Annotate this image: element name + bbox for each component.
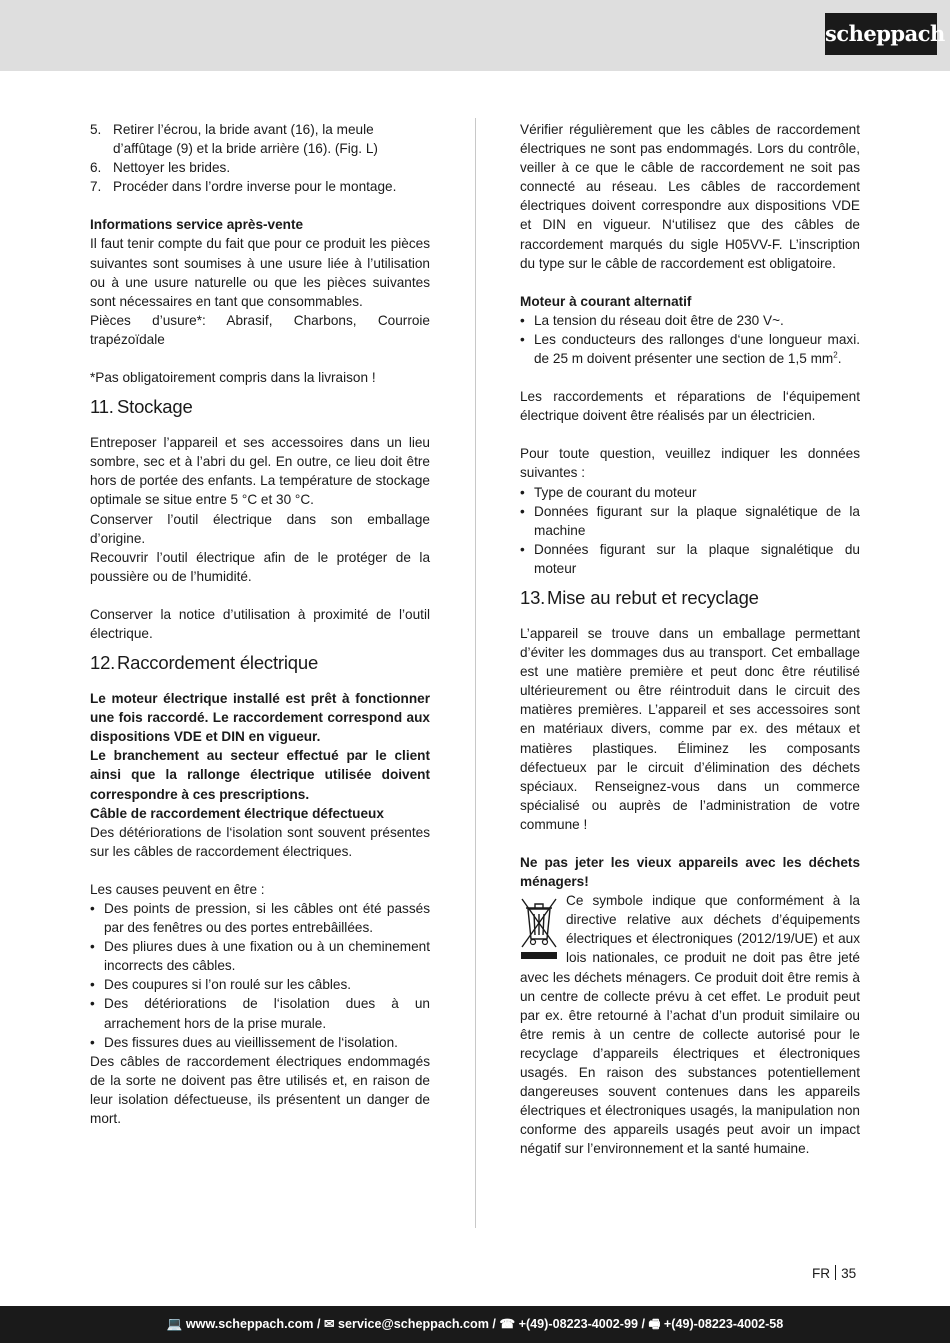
list-item: • Des fissures dues au vieillissement de l‘isolation.	[90, 1033, 430, 1052]
email-link[interactable]: service@scheppach.com	[338, 1317, 489, 1331]
service-title: Informations service après-vente	[90, 217, 304, 233]
ac-motor-list	[520, 311, 860, 368]
page-number: FR 35	[812, 1266, 857, 1281]
question-intro: Pour toute question, veuillez indiquer les données suivantes :	[520, 446, 860, 481]
list-item: • Données figurant sur la plaque signalétique du moteur	[520, 540, 860, 578]
cable-title: Câble de raccordement électrique défectueux	[90, 805, 384, 821]
list-item: • Les conducteurs des rallonges d‘une longueur maxi. de 25 m doivent présenter une section de 1,5 $mm^2$.	[520, 330, 860, 368]
footer-bar: 💻 www.scheppach.com / ✉ service@scheppach.com / ☎ +(49)-08223-4002-99 / 🖷 +(49)-08223-4002-58	[0, 1306, 950, 1343]
footnote: *Pas obligatoirement compris dans la livraison !	[90, 370, 376, 386]
danger-text: Des câbles de raccordement électriques endommagés de la sorte ne doivent pas être utilisés et, en raison de leur isolation défectueuse, ils présentent un danger de mort.	[90, 1053, 430, 1127]
computer-icon: 💻	[166, 1317, 186, 1331]
question-list	[520, 483, 860, 578]
causes-intro: Les causes peuvent en être :	[90, 881, 265, 897]
electrician-text: Les raccordements et réparations de l‘équipement électrique doivent être réalisés par un électricien.	[520, 389, 860, 424]
storage-manual: Conserver la notice d’utilisation à proximité de l’outil électrique.	[90, 606, 430, 641]
list-item: • Des pliures dues à une fixation ou à un cheminement incorrects des câbles.	[90, 937, 430, 975]
causes-list	[90, 899, 430, 1052]
left-column	[90, 120, 430, 1128]
fax-number: +(49)-08223-4002-58	[663, 1317, 784, 1331]
list-item: • Données figurant sur la plaque signalétique de la machine	[520, 502, 860, 540]
storage-cover: Recouvrir l’outil électrique afin de le protéger de la poussière ou de l’humidité.	[90, 549, 430, 584]
phone-number: +(49)-08223-4002-99	[518, 1317, 639, 1331]
section-heading-disposal: 13. Mise au rebut et recyclage	[520, 586, 759, 608]
storage-pack: Conserver l’outil électrique dans son emballage d’origine.	[90, 511, 430, 546]
storage-text: Entreposer l’appareil et ses accessoires dans un lieu sombre, sec et à l’abri du gel. En outre, ce lieu doit être hors de portée des enfants. La température de stockage optimale se situe entre 5 °C et 30 °C.	[90, 435, 430, 508]
list-item: • Des coupures si l’on roulé sur les câbles.	[90, 975, 430, 994]
electrical-bold-2: Le branchement au secteur effectué par le client ainsi que la rallonge électrique utilisée doivent correspondre à ces prescriptions.	[90, 748, 430, 802]
weee-title: Ne pas jeter les vieux appareils avec les déchets ménagers!	[520, 855, 860, 890]
list-item: 7. Procéder dans l’ordre inverse pour le montage.	[90, 179, 397, 195]
right-column	[520, 120, 860, 1159]
column-divider	[475, 118, 476, 1228]
email-icon: ✉	[323, 1317, 339, 1331]
weee-block	[520, 891, 860, 1158]
list-item: 5. Retirer l’écrou, la bride avant (16), la meule d’affûtage (9) et la bride arrière (16). (Fig. L)	[90, 122, 378, 157]
disposal-text: L’appareil se trouve dans un emballage permettant d’éviter les dommages dus au transport. Cet emballage est une matière première et peut donc être réutilisé ultérieurement ou être réintroduit dans le circuit des matières premières. L’appareil et ses accessoires sont en matériaux divers, comme par ex. des métaux et matières plastiques. Éliminez les composants défectueux par le circuit d’élimination des déchets spéciaux. Renseignez-vous dans un commerce spécialisé ou auprès de l’administration de votre commune !	[520, 625, 860, 832]
check-text: Vérifier régulièrement que les câbles de raccordement électriques ne sont pas endommagés. Lors du contrôle, veiller à ce que le câble de raccordement ne soit pas connecté au réseau. Les câbles de raccordement électriques doivent correspondre aux dispositions VDE et DIN en vigueur. N‘utilisez que des câbles de raccordement marqués du sigle H05VV-F. L’inscription du type sur le câble de raccordement est obligatoire.	[520, 122, 860, 271]
scheppach-logo: scheppach	[825, 13, 937, 55]
website-link[interactable]: www.scheppach.com	[185, 1317, 314, 1331]
list-item: • Des points de pression, si les câbles ont été passés par des fenêtres ou des portes entrebâillées.	[90, 899, 430, 937]
fax-icon: 🖷	[648, 1317, 664, 1331]
crossed-bin-icon	[520, 895, 558, 961]
list-item: • La tension du réseau doit être de 230 V~.	[520, 311, 860, 330]
list-item: 6. Nettoyer les brides.	[90, 160, 231, 176]
list-item: • Type de courant du moteur	[520, 483, 860, 502]
weee-text: Ce symbole indique que conformément à la directive relative aux déchets d’équipements électriques et électroniques (2012/19/UE) et aux lois nationales, ce produit ne doit pas être jeté avec les déchets ménagers. Ce produit doit être remis à un centre de collecte prévu à cet effet. Le produit peut par ex. être retourné à l’achat d’un produit similaire ou être remis à un centre de collecte autorisé pour le recyclage d’appareils électriques et électroniques usagés. En raison des substances potentiellement dangereuses souvent contenues dans les appareils électriques et électroniques usagés, la manipulation non conforme des appareils usagés peut avoir un impact négatif sur l’environnement et la santé humaine.	[520, 893, 860, 1157]
list-item: • Des détériorations de l‘isolation dues à un arrachement hors de la prise murale.	[90, 994, 430, 1032]
wear-parts: Pièces d’usure*: Abrasif, Charbons, Courroie trapézoïdale	[90, 312, 430, 347]
header-bar	[0, 0, 950, 71]
service-text: Il faut tenir compte du fait que pour ce produit les pièces suivantes sont soumises à une usure liée à l’utilisation ou à une usure naturelle ou que les pièces suivantes sont nécessaires en tant que consommables.	[90, 236, 430, 309]
section-heading-storage: 11. Stockage	[90, 396, 193, 418]
phone-icon: ☎	[499, 1317, 519, 1331]
cable-text: Des détériorations de l‘isolation sont souvent présentes sur les câbles de raccordement électriques.	[90, 824, 430, 859]
disassembly-steps	[90, 120, 430, 196]
ac-motor-title: Moteur à courant alternatif	[520, 293, 692, 309]
electrical-bold-1: Le moteur électrique installé est prêt à fonctionner une fois raccordé. Le raccordement correspond aux dispositions VDE et DIN en vigueur.	[90, 691, 430, 745]
section-heading-electrical: 12. Raccordement électrique	[90, 652, 319, 674]
